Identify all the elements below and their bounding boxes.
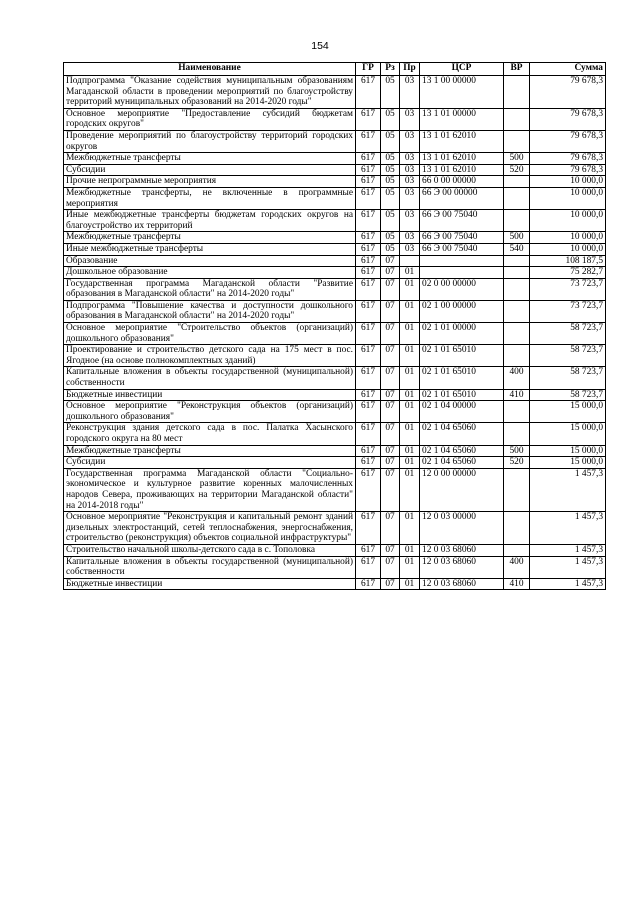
table-row <box>64 578 606 590</box>
cell-sum: 10 000,0 <box>530 232 606 244</box>
cell-vr: 520 <box>504 457 530 469</box>
cell-name: Межбюджетные трансферты <box>64 232 356 244</box>
cell-gr: 617 <box>356 556 381 578</box>
cell-name: Межбюджетные трансферты <box>64 153 356 165</box>
cell-gr: 617 <box>356 300 381 322</box>
cell-sum: 58 723,7 <box>530 367 606 389</box>
cell-vr <box>504 176 530 188</box>
cell-vr: 540 <box>504 243 530 255</box>
cell-rz: 05 <box>381 130 400 152</box>
cell-sum: 10 000,0 <box>530 243 606 255</box>
cell-pr: 03 <box>400 243 420 255</box>
cell-name: Субсидии <box>64 164 356 176</box>
cell-vr: 400 <box>504 556 530 578</box>
table-row <box>64 401 606 423</box>
cell-name: Капитальные вложения в объекты государственной (муниципальной) собственности <box>64 367 356 389</box>
table-row <box>64 423 606 445</box>
cell-gr: 617 <box>356 130 381 152</box>
cell-rz: 07 <box>381 389 400 401</box>
cell-gr: 617 <box>356 267 381 279</box>
cell-gr: 617 <box>356 468 381 511</box>
cell-name: Дошкольное образование <box>64 267 356 279</box>
cell-vr <box>504 323 530 345</box>
cell-name: Прочие непрограммные мероприятия <box>64 176 356 188</box>
cell-rz: 05 <box>381 210 400 232</box>
cell-pr: 03 <box>400 176 420 188</box>
cell-sum: 58 723,7 <box>530 323 606 345</box>
cell-pr: 01 <box>400 323 420 345</box>
cell-pr: 01 <box>400 389 420 401</box>
cell-gr: 617 <box>356 164 381 176</box>
table-row <box>64 445 606 457</box>
cell-vr <box>504 130 530 152</box>
cell-pr: 01 <box>400 445 420 457</box>
cell-sum: 73 723,7 <box>530 300 606 322</box>
cell-pr: 03 <box>400 164 420 176</box>
cell-pr: 01 <box>400 345 420 367</box>
cell-csr <box>420 267 504 279</box>
cell-gr: 617 <box>356 76 381 109</box>
cell-gr: 617 <box>356 401 381 423</box>
cell-vr <box>504 300 530 322</box>
cell-sum: 10 000,0 <box>530 176 606 188</box>
cell-csr: 66 Э 00 00000 <box>420 187 504 209</box>
cell-pr: 01 <box>400 544 420 556</box>
column-header-name: Наименование <box>64 63 356 76</box>
cell-rz: 07 <box>381 457 400 469</box>
cell-sum: 15 000,0 <box>530 457 606 469</box>
cell-vr <box>504 512 530 545</box>
cell-csr: 66 0 00 00000 <box>420 176 504 188</box>
table-row <box>64 389 606 401</box>
cell-pr <box>400 255 420 267</box>
cell-sum: 10 000,0 <box>530 187 606 209</box>
cell-gr: 617 <box>356 445 381 457</box>
cell-name: Проведение мероприятий по благоустройству территорий городских округов <box>64 130 356 152</box>
cell-rz: 07 <box>381 468 400 511</box>
table-row <box>64 164 606 176</box>
cell-sum: 79 678,3 <box>530 153 606 165</box>
cell-sum: 75 282,7 <box>530 267 606 279</box>
cell-rz: 07 <box>381 367 400 389</box>
cell-csr: 12 0 03 68060 <box>420 578 504 590</box>
cell-vr: 520 <box>504 164 530 176</box>
cell-name: Бюджетные инвестиции <box>64 578 356 590</box>
table-row <box>64 76 606 109</box>
cell-pr: 01 <box>400 267 420 279</box>
cell-name: Межбюджетные трансферты <box>64 445 356 457</box>
cell-gr: 617 <box>356 232 381 244</box>
cell-vr <box>504 210 530 232</box>
table-row <box>64 153 606 165</box>
cell-vr <box>504 468 530 511</box>
cell-vr <box>504 108 530 130</box>
cell-gr: 617 <box>356 176 381 188</box>
cell-name: Межбюджетные трансферты, не включенные в программные мероприятия <box>64 187 356 209</box>
cell-name: Проектирование и строительство детского сада на 175 мест в пос. Ягодное (на основе полнокомплектных зданий) <box>64 345 356 367</box>
table-row <box>64 323 606 345</box>
cell-pr: 01 <box>400 578 420 590</box>
cell-vr <box>504 423 530 445</box>
cell-rz: 05 <box>381 176 400 188</box>
cell-sum: 108 187,5 <box>530 255 606 267</box>
table-row <box>64 176 606 188</box>
table-row <box>64 300 606 322</box>
cell-gr: 617 <box>356 367 381 389</box>
cell-vr: 500 <box>504 445 530 457</box>
cell-rz: 07 <box>381 423 400 445</box>
cell-name: Иные межбюджетные трансферты бюджетам городских округов на благоустройство их территорий <box>64 210 356 232</box>
cell-rz: 07 <box>381 401 400 423</box>
cell-name: Образование <box>64 255 356 267</box>
cell-vr <box>504 76 530 109</box>
column-header-pr: Пр <box>400 63 420 76</box>
column-header-csr: ЦСР <box>420 63 504 76</box>
cell-vr <box>504 267 530 279</box>
cell-rz: 05 <box>381 153 400 165</box>
cell-csr: 12 0 03 68060 <box>420 544 504 556</box>
table-row <box>64 255 606 267</box>
cell-rz: 07 <box>381 300 400 322</box>
cell-pr: 03 <box>400 108 420 130</box>
cell-rz: 05 <box>381 108 400 130</box>
cell-gr: 617 <box>356 210 381 232</box>
cell-vr <box>504 345 530 367</box>
cell-sum: 58 723,7 <box>530 389 606 401</box>
page-number: 154 <box>311 40 329 52</box>
cell-csr: 02 1 01 65010 <box>420 389 504 401</box>
table-row <box>64 130 606 152</box>
cell-csr: 02 0 00 00000 <box>420 278 504 300</box>
cell-vr: 500 <box>504 153 530 165</box>
cell-rz: 07 <box>381 345 400 367</box>
budget-table <box>63 62 606 590</box>
cell-vr: 410 <box>504 578 530 590</box>
cell-name: Иные межбюджетные трансферты <box>64 243 356 255</box>
cell-pr: 01 <box>400 278 420 300</box>
cell-pr: 01 <box>400 367 420 389</box>
cell-csr: 66 Э 00 75040 <box>420 232 504 244</box>
table-row <box>64 278 606 300</box>
cell-gr: 617 <box>356 153 381 165</box>
table-row <box>64 243 606 255</box>
cell-pr: 01 <box>400 556 420 578</box>
cell-rz: 07 <box>381 255 400 267</box>
cell-sum: 79 678,3 <box>530 164 606 176</box>
cell-rz: 07 <box>381 544 400 556</box>
table-row <box>64 544 606 556</box>
cell-gr: 617 <box>356 578 381 590</box>
cell-name: Капитальные вложения в объекты государственной (муниципальной) собственности <box>64 556 356 578</box>
cell-vr <box>504 187 530 209</box>
cell-pr: 01 <box>400 512 420 545</box>
cell-name: Основное мероприятие "Реконструкция и капитальный ремонт зданий дизельных электростанций, сетей теплоснабжения, энергоснабжения, строительство (реконструкция) объектов социальной инфраструктуры" <box>64 512 356 545</box>
cell-sum: 1 457,3 <box>530 544 606 556</box>
table-row <box>64 267 606 279</box>
cell-rz: 07 <box>381 267 400 279</box>
cell-name: Подпрограмма "Повышение качества и доступности дошкольного образования в Магаданской области" на 2014-2020 годы" <box>64 300 356 322</box>
cell-pr: 01 <box>400 423 420 445</box>
cell-vr: 500 <box>504 232 530 244</box>
cell-vr <box>504 544 530 556</box>
cell-gr: 617 <box>356 423 381 445</box>
table-row <box>64 556 606 578</box>
cell-gr: 617 <box>356 389 381 401</box>
cell-rz: 07 <box>381 578 400 590</box>
table-row <box>64 108 606 130</box>
cell-rz: 05 <box>381 76 400 109</box>
cell-sum: 10 000,0 <box>530 210 606 232</box>
cell-sum: 79 678,3 <box>530 130 606 152</box>
cell-csr: 02 1 01 00000 <box>420 323 504 345</box>
cell-pr: 03 <box>400 232 420 244</box>
cell-sum: 15 000,0 <box>530 423 606 445</box>
cell-rz: 07 <box>381 323 400 345</box>
cell-csr: 02 1 01 65010 <box>420 345 504 367</box>
cell-csr: 12 0 00 00000 <box>420 468 504 511</box>
column-header-vr: ВР <box>504 63 530 76</box>
cell-csr: 13 1 01 62010 <box>420 153 504 165</box>
cell-vr <box>504 401 530 423</box>
cell-pr: 01 <box>400 468 420 511</box>
table-row <box>64 210 606 232</box>
cell-name: Подпрограмма "Оказание содействия муниципальным образованиям Магаданской области в проведении мероприятий по благоустройству территорий муниципальных образований на 2014-2020 годы" <box>64 76 356 109</box>
column-header-rz: Рз <box>381 63 400 76</box>
table-header-row <box>64 63 606 76</box>
cell-vr <box>504 255 530 267</box>
cell-gr: 617 <box>356 108 381 130</box>
column-header-gr: ГР <box>356 63 381 76</box>
cell-csr: 02 1 01 65010 <box>420 367 504 389</box>
table-row <box>64 468 606 511</box>
cell-pr: 01 <box>400 300 420 322</box>
cell-sum: 1 457,3 <box>530 468 606 511</box>
cell-pr: 01 <box>400 457 420 469</box>
cell-pr: 01 <box>400 401 420 423</box>
cell-gr: 617 <box>356 544 381 556</box>
cell-sum: 58 723,7 <box>530 345 606 367</box>
cell-sum: 79 678,3 <box>530 76 606 109</box>
cell-sum: 1 457,3 <box>530 556 606 578</box>
cell-csr: 12 0 03 68060 <box>420 556 504 578</box>
cell-name: Государственная программа Магаданской области "Развитие образования в Магаданской области" на 2014-2020 годы" <box>64 278 356 300</box>
cell-name: Основное мероприятие "Строительство объектов (организаций) дошкольного образования" <box>64 323 356 345</box>
cell-pr: 03 <box>400 187 420 209</box>
cell-csr <box>420 255 504 267</box>
cell-rz: 05 <box>381 187 400 209</box>
cell-name: Реконструкция здания детского сада в пос. Палатка Хасынского городского округа на 80 мест <box>64 423 356 445</box>
cell-vr: 410 <box>504 389 530 401</box>
cell-gr: 617 <box>356 345 381 367</box>
cell-gr: 617 <box>356 323 381 345</box>
cell-rz: 07 <box>381 512 400 545</box>
cell-rz: 07 <box>381 278 400 300</box>
cell-gr: 617 <box>356 243 381 255</box>
cell-gr: 617 <box>356 187 381 209</box>
cell-rz: 07 <box>381 445 400 457</box>
cell-sum: 1 457,3 <box>530 512 606 545</box>
cell-name: Государственная программа Магаданской области "Социально-экономическое и культурное развитие коренных малочисленных народов Севера, проживающих на территории Магаданской области" на 2014-2018 годы" <box>64 468 356 511</box>
cell-rz: 07 <box>381 556 400 578</box>
cell-gr: 617 <box>356 255 381 267</box>
cell-csr: 02 1 04 00000 <box>420 401 504 423</box>
cell-csr: 02 1 04 65060 <box>420 423 504 445</box>
cell-gr: 617 <box>356 278 381 300</box>
cell-csr: 02 1 00 00000 <box>420 300 504 322</box>
cell-vr: 400 <box>504 367 530 389</box>
cell-rz: 05 <box>381 232 400 244</box>
cell-name: Строительство начальной школы-детского сада в с. Тополовка <box>64 544 356 556</box>
cell-sum: 1 457,3 <box>530 578 606 590</box>
table-row <box>64 232 606 244</box>
cell-pr: 03 <box>400 153 420 165</box>
cell-name: Основное мероприятие "Реконструкция объектов (организаций) дошкольного образования" <box>64 401 356 423</box>
cell-csr: 13 1 01 00000 <box>420 108 504 130</box>
cell-pr: 03 <box>400 130 420 152</box>
cell-csr: 02 1 04 65060 <box>420 445 504 457</box>
table-row <box>64 367 606 389</box>
cell-sum: 79 678,3 <box>530 108 606 130</box>
column-header-sum: Сумма <box>530 63 606 76</box>
table-row <box>64 457 606 469</box>
cell-rz: 05 <box>381 164 400 176</box>
cell-csr: 13 1 01 62010 <box>420 130 504 152</box>
cell-csr: 12 0 03 00000 <box>420 512 504 545</box>
cell-sum: 73 723,7 <box>530 278 606 300</box>
cell-vr <box>504 278 530 300</box>
cell-sum: 15 000,0 <box>530 445 606 457</box>
cell-csr: 66 Э 00 75040 <box>420 243 504 255</box>
table-row <box>64 187 606 209</box>
cell-csr: 13 1 01 62010 <box>420 164 504 176</box>
table-row <box>64 345 606 367</box>
cell-csr: 02 1 04 65060 <box>420 457 504 469</box>
cell-sum: 15 000,0 <box>530 401 606 423</box>
table-row <box>64 512 606 545</box>
cell-gr: 617 <box>356 457 381 469</box>
cell-name: Бюджетные инвестиции <box>64 389 356 401</box>
cell-pr: 03 <box>400 210 420 232</box>
cell-pr: 03 <box>400 76 420 109</box>
cell-name: Субсидии <box>64 457 356 469</box>
cell-rz: 05 <box>381 243 400 255</box>
cell-csr: 66 Э 00 75040 <box>420 210 504 232</box>
cell-csr: 13 1 00 00000 <box>420 76 504 109</box>
cell-name: Основное мероприятие "Предоставление субсидий бюджетам городских округов" <box>64 108 356 130</box>
cell-gr: 617 <box>356 512 381 545</box>
